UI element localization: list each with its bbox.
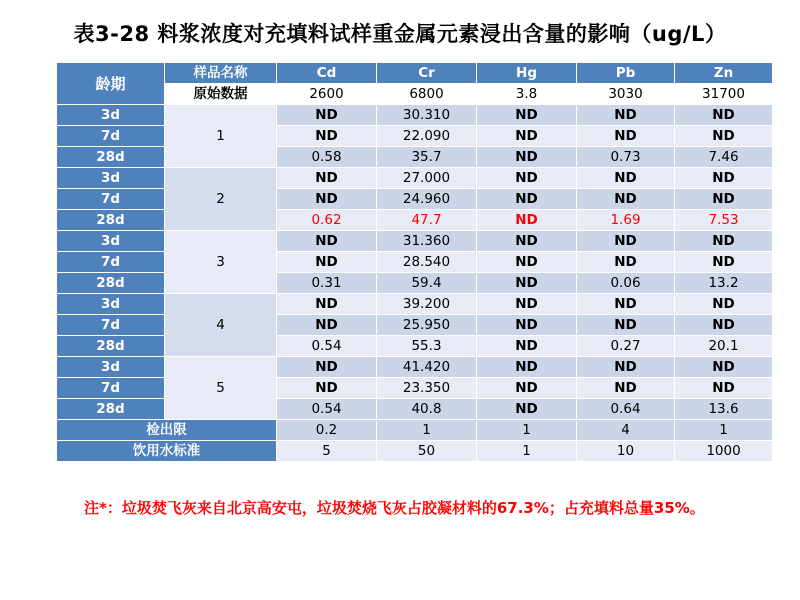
value-cell: ND — [577, 378, 675, 399]
age-cell: 3d — [57, 357, 165, 378]
value-cell: ND — [577, 252, 675, 273]
age-cell: 28d — [57, 399, 165, 420]
table-row — [57, 294, 773, 315]
value-cell: ND — [477, 168, 577, 189]
value-cell: ND — [477, 357, 577, 378]
footer-row — [57, 441, 773, 462]
table-row — [57, 357, 773, 378]
value-cell: ND — [675, 315, 773, 336]
element-header-pb: Pb — [577, 63, 675, 84]
value-cell: ND — [277, 189, 377, 210]
value-cell: ND — [277, 168, 377, 189]
value-cell: 22.090 — [377, 126, 477, 147]
element-header-cd: Cd — [277, 63, 377, 84]
value-cell: 24.960 — [377, 189, 477, 210]
value-cell: 0.54 — [277, 336, 377, 357]
value-cell: ND — [477, 294, 577, 315]
value-cell: ND — [675, 294, 773, 315]
sample-header: 样品名称 — [165, 63, 277, 84]
value-cell: 27.000 — [377, 168, 477, 189]
origin-value: 6800 — [377, 84, 477, 105]
table-row — [57, 126, 773, 147]
age-cell: 3d — [57, 168, 165, 189]
origin-value: 3.8 — [477, 84, 577, 105]
origin-label: 原始数据 — [165, 84, 277, 105]
value-cell: 47.7 — [377, 210, 477, 231]
value-cell: 40.8 — [377, 399, 477, 420]
age-cell: 28d — [57, 210, 165, 231]
value-cell: 7.53 — [675, 210, 773, 231]
value-cell: ND — [277, 294, 377, 315]
footer-label: 饮用水标准 — [57, 441, 277, 462]
value-cell: 0.31 — [277, 273, 377, 294]
value-cell: 0.06 — [577, 273, 675, 294]
value-cell: ND — [577, 294, 675, 315]
table-row — [57, 105, 773, 126]
age-cell: 3d — [57, 231, 165, 252]
table-row — [57, 147, 773, 168]
footer-label: 检出限 — [57, 420, 277, 441]
value-cell: ND — [675, 231, 773, 252]
element-header-zn: Zn — [675, 63, 773, 84]
value-cell: ND — [577, 357, 675, 378]
value-cell: 0.27 — [577, 336, 675, 357]
footer-value: 1 — [477, 420, 577, 441]
age-cell: 28d — [57, 147, 165, 168]
element-header-hg: Hg — [477, 63, 577, 84]
value-cell: ND — [577, 315, 675, 336]
value-cell: ND — [477, 189, 577, 210]
value-cell: ND — [675, 126, 773, 147]
value-cell: ND — [577, 168, 675, 189]
table-row — [57, 336, 773, 357]
footer-value: 10 — [577, 441, 675, 462]
table-body — [57, 63, 773, 462]
value-cell: ND — [675, 168, 773, 189]
value-cell: 1.69 — [577, 210, 675, 231]
value-cell: 0.54 — [277, 399, 377, 420]
table-row — [57, 231, 773, 252]
value-cell: ND — [577, 189, 675, 210]
footer-value: 1 — [675, 420, 773, 441]
value-cell: 0.64 — [577, 399, 675, 420]
value-cell: ND — [477, 252, 577, 273]
value-cell: ND — [477, 273, 577, 294]
age-cell: 7d — [57, 189, 165, 210]
age-cell: 3d — [57, 294, 165, 315]
table-row — [57, 210, 773, 231]
value-cell: ND — [277, 252, 377, 273]
table-row — [57, 168, 773, 189]
value-cell: 25.950 — [377, 315, 477, 336]
value-cell: 0.58 — [277, 147, 377, 168]
value-cell: ND — [675, 189, 773, 210]
value-cell: ND — [477, 336, 577, 357]
value-cell: 35.7 — [377, 147, 477, 168]
leaching-table — [56, 62, 773, 462]
value-cell: ND — [277, 126, 377, 147]
table-row — [57, 399, 773, 420]
age-cell: 7d — [57, 252, 165, 273]
value-cell: 31.360 — [377, 231, 477, 252]
value-cell: ND — [477, 399, 577, 420]
value-cell: ND — [477, 231, 577, 252]
age-cell: 28d — [57, 336, 165, 357]
value-cell: ND — [577, 231, 675, 252]
age-cell: 28d — [57, 273, 165, 294]
sample-number-cell: 4 — [165, 294, 277, 357]
value-cell: ND — [675, 357, 773, 378]
value-cell: ND — [577, 126, 675, 147]
sample-number-cell: 3 — [165, 231, 277, 294]
age-cell: 7d — [57, 315, 165, 336]
value-cell: ND — [675, 105, 773, 126]
value-cell: 13.6 — [675, 399, 773, 420]
value-cell: ND — [477, 147, 577, 168]
table-row — [57, 315, 773, 336]
footer-value: 1 — [377, 420, 477, 441]
age-cell: 3d — [57, 105, 165, 126]
value-cell: 39.200 — [377, 294, 477, 315]
value-cell: ND — [477, 126, 577, 147]
value-cell: 55.3 — [377, 336, 477, 357]
value-cell: ND — [675, 252, 773, 273]
value-cell: ND — [675, 378, 773, 399]
value-cell: 0.73 — [577, 147, 675, 168]
table-row — [57, 189, 773, 210]
table-row — [57, 378, 773, 399]
value-cell: 23.350 — [377, 378, 477, 399]
value-cell: 20.1 — [675, 336, 773, 357]
table-row — [57, 273, 773, 294]
age-header: 龄期 — [57, 63, 165, 105]
element-header-cr: Cr — [377, 63, 477, 84]
footer-value: 4 — [577, 420, 675, 441]
value-cell: ND — [277, 231, 377, 252]
value-cell: 59.4 — [377, 273, 477, 294]
footnote: 注*：垃圾焚飞灰来自北京高安屯，垃圾焚烧飞灰占胶凝材料的67.3%；占充填料总量35%。 — [84, 499, 705, 517]
origin-value: 3030 — [577, 84, 675, 105]
origin-row — [57, 84, 773, 105]
value-cell: 41.420 — [377, 357, 477, 378]
value-cell: 30.310 — [377, 105, 477, 126]
value-cell: ND — [477, 210, 577, 231]
value-cell: 7.46 — [675, 147, 773, 168]
footer-value: 1 — [477, 441, 577, 462]
value-cell: ND — [277, 315, 377, 336]
value-cell: ND — [477, 105, 577, 126]
footer-value: 5 — [277, 441, 377, 462]
value-cell: 13.2 — [675, 273, 773, 294]
header-row — [57, 63, 773, 84]
sample-number-cell: 1 — [165, 105, 277, 168]
value-cell: ND — [277, 105, 377, 126]
table-row — [57, 252, 773, 273]
value-cell: ND — [577, 105, 675, 126]
footer-value: 0.2 — [277, 420, 377, 441]
value-cell: ND — [277, 378, 377, 399]
footer-value: 1000 — [675, 441, 773, 462]
age-cell: 7d — [57, 126, 165, 147]
origin-value: 31700 — [675, 84, 773, 105]
age-cell: 7d — [57, 378, 165, 399]
sample-number-cell: 5 — [165, 357, 277, 420]
value-cell: 0.62 — [277, 210, 377, 231]
origin-value: 2600 — [277, 84, 377, 105]
footer-value: 50 — [377, 441, 477, 462]
value-cell: ND — [277, 357, 377, 378]
sample-number-cell: 2 — [165, 168, 277, 231]
page-title: 表3-28 料浆浓度对充填料试样重金属元素浸出含量的影响（ug/L） — [73, 22, 727, 46]
footer-row — [57, 420, 773, 441]
value-cell: ND — [477, 378, 577, 399]
value-cell: 28.540 — [377, 252, 477, 273]
value-cell: ND — [477, 315, 577, 336]
